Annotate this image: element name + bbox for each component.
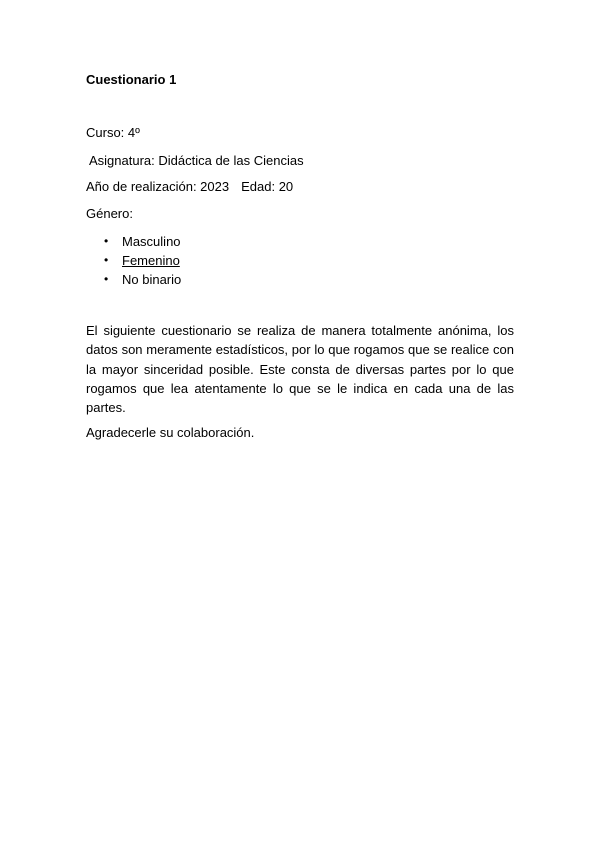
bullet-icon: • xyxy=(104,253,109,267)
intro-paragraph: El siguiente cuestionario se realiza de manera totalmente anónima, los datos son meramente estadísticos, por lo que rogamos que se realice con la mayor sinceridad posible. Este consta de diversas partes por lo que rogamos que lea atentamente lo que se le indica en cada una de las partes. xyxy=(86,323,514,416)
gender-options-list xyxy=(104,232,181,289)
gender-option-label: Masculino xyxy=(122,234,181,249)
gender-option-label: No binario xyxy=(122,272,182,287)
gender-option-no-binario[interactable] xyxy=(104,270,181,289)
gender-option-femenino[interactable] xyxy=(104,251,181,270)
year-text: Año de realización: 2023 xyxy=(86,179,230,194)
gender-option-masculino[interactable] xyxy=(104,232,181,251)
curso-line: Curso: 4º xyxy=(86,125,140,140)
thanks-line: Agradecerle su colaboración. xyxy=(86,425,255,440)
gender-option-label: Femenino xyxy=(122,253,180,268)
year-age-line xyxy=(86,179,293,194)
gender-label: Género: xyxy=(86,206,133,221)
document-title: Cuestionario 1 xyxy=(86,72,177,87)
asignatura-line: Asignatura: Didáctica de las Ciencias xyxy=(89,153,304,168)
age-text: Edad: 20 xyxy=(241,179,294,194)
bullet-icon: • xyxy=(104,234,109,248)
bullet-icon: • xyxy=(104,272,109,286)
